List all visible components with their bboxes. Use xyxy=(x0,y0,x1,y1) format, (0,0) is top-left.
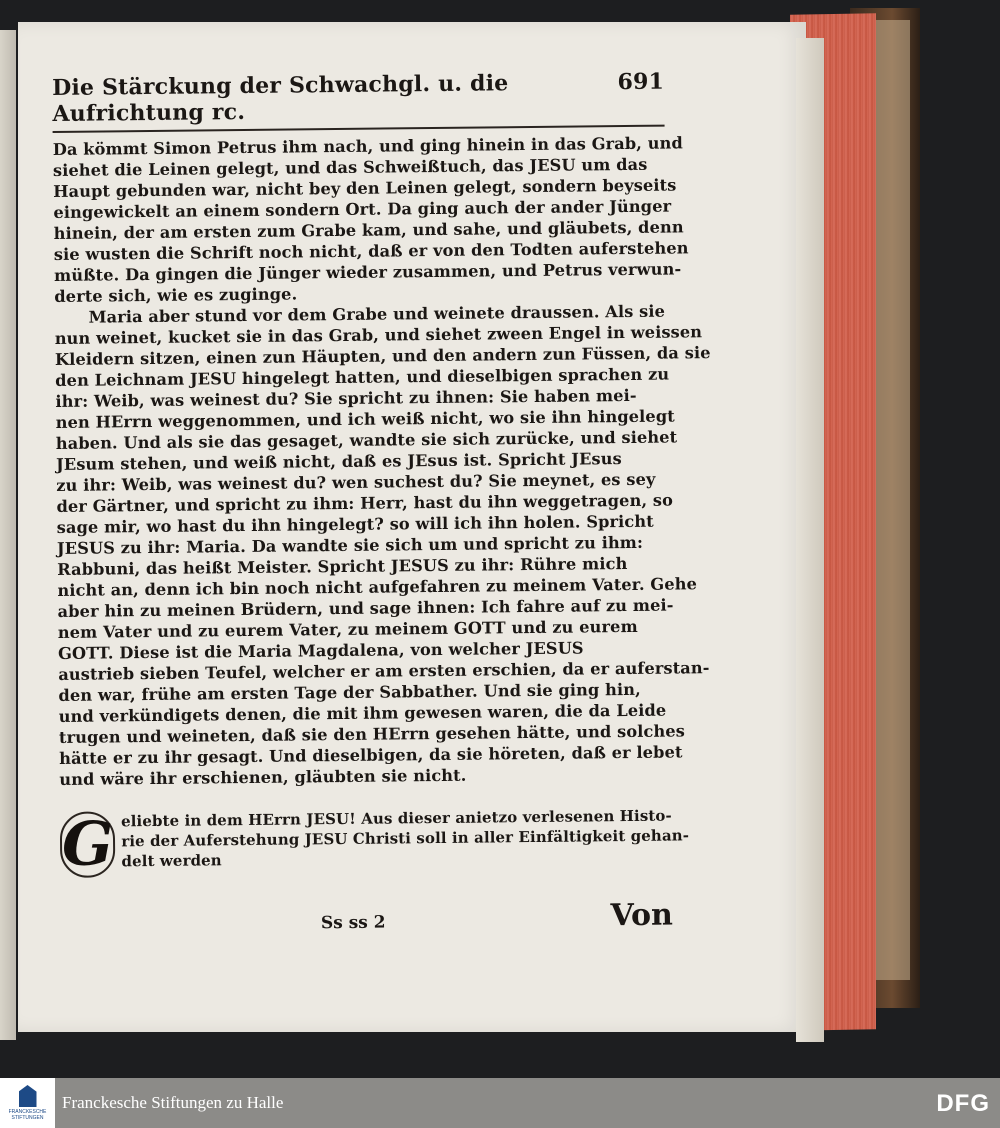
body-text xyxy=(52,133,711,790)
page-number: 691 xyxy=(617,68,665,96)
text-line: Da kömmt Simon Petrus ihm nach, und ging hinein in das Grab, und xyxy=(52,133,683,159)
text-line: haben. Und als sie das gesaget, wandte sie sich zurücke, und siehet xyxy=(55,427,678,453)
dfg-logo[interactable]: DFG xyxy=(936,1090,990,1117)
sermon-introduction xyxy=(60,806,690,880)
catchword: Von xyxy=(610,897,674,934)
franckesche-logo[interactable] xyxy=(0,1078,55,1128)
text-line: Kleidern sitzen, einen zun Häupten, und den andern zun Füssen, da sie xyxy=(54,343,711,369)
text-line: den war, frühe am ersten Tage der Sabbather. Und sie ging hin, xyxy=(58,679,641,705)
text-line: müßte. Da gingen die Jünger wieder zusammen, und Petrus verwun- xyxy=(54,259,682,285)
text-line: nen HErrn weggenommen, und ich weiß nicht, wo sie ihn hingelegt xyxy=(55,406,675,432)
page-text-block xyxy=(52,68,711,939)
text-line: Rabbuni, das heißt Meister. Spricht JESUS zu ihr: Rühre mich xyxy=(57,554,628,579)
text-line: und wäre ihr erschienen, gläubten sie nicht. xyxy=(59,765,467,789)
text-line: sie wusten die Schrift noch nicht, daß er von den Todten auferstehen xyxy=(53,238,689,264)
text-line: JESUS zu ihr: Maria. Da wandte sie sich um und spricht zu ihm: xyxy=(56,532,644,558)
signature-mark: Ss ss 2 xyxy=(320,912,386,934)
text-line: austrieb sieben Teufel, welcher er am ersten erschien, da er auferstan- xyxy=(58,658,710,684)
decorated-initial: G xyxy=(61,809,114,880)
text-line: der Gärtner, und spricht zu ihm: Herr, hast du ihn weggetragen, so xyxy=(56,490,674,516)
previous-page-edge xyxy=(0,30,16,1040)
text-line: GOTT. Diese ist die Maria Magdalena, von welcher JESUS xyxy=(57,638,584,663)
running-header xyxy=(52,69,665,133)
text-line: Maria aber stund vor dem Grabe und weinete draussen. Als sie xyxy=(88,301,666,327)
text-line: und verkündigets denen, die mit ihm gewesen waren, die da Leide xyxy=(58,700,667,726)
text-line: delt werden xyxy=(121,851,222,871)
text-line: den Leichnam JESU hingelegt hatten, und dieselbigen sprachen zu xyxy=(55,364,670,390)
text-line: derte sich, wie es zuginge. xyxy=(54,284,298,306)
page-footer xyxy=(61,898,673,939)
institution-name: Franckesche Stiftungen zu Halle xyxy=(62,1093,284,1112)
introduction-text xyxy=(121,805,689,877)
text-line: Haupt gebunden war, nicht bey den Leinen gelegt, sondern beyseits xyxy=(53,175,677,201)
viewer-footer-bar xyxy=(0,1078,1000,1128)
text-line: zu ihr: Weib, was weinest du? wen suchest du? Sie meynet, es sey xyxy=(56,469,656,495)
text-line: siehet die Leinen gelegt, und das Schweißtuch, das JESU um das xyxy=(52,154,648,180)
text-line: rie der Auferstehung JESU Christi soll in aller Einfältigkeit gehan- xyxy=(121,826,690,851)
text-line: JEsum stehen, und weiß nicht, daß es JEsus ist. Spricht JEsus xyxy=(55,449,622,474)
text-line: aber hin zu meinen Brüdern, und sage ihnen: Ich fahre auf zu mei- xyxy=(57,595,674,621)
text-line: hätte er zu ihr gesagt. Und dieselbigen, da sie höreten, daß er lebet xyxy=(59,742,683,768)
page-fore-edge xyxy=(796,38,824,1042)
text-line: nicht an, denn ich bin noch nicht aufgefahren zu meinem Vater. Gehe xyxy=(57,574,698,600)
text-line: nun weinet, kucket sie in das Grab, und siehet zween Engel in weissen xyxy=(54,322,703,348)
text-line: sage mir, wo hast du ihn hingelegt? so will ich ihn holen. Spricht xyxy=(56,511,654,537)
text-line: hinein, der am ersten zum Grabe kam, und sahe, und gläubets, denn xyxy=(53,217,684,243)
cover-board-edge xyxy=(874,20,910,980)
logo-caption: FRANCKESCHE STIFTUNGEN xyxy=(8,1109,47,1121)
building-logo-icon xyxy=(19,1085,37,1107)
text-line: eliebte in dem HErrn JESU! Aus dieser anietzo verlesenen Histo- xyxy=(120,806,672,831)
text-line: ihr: Weib, was weinest du? Sie spricht zu ihnen: Sie haben mei- xyxy=(55,385,637,411)
text-line: eingewickelt an einem sondern Ort. Da ging auch der ander Jünger xyxy=(53,196,672,222)
text-line: nem Vater und zu eurem Vater, zu meinem GOTT und zu eurem xyxy=(57,616,638,642)
text-line: trugen und weineten, daß sie den HErrn gesehen hätte, und solches xyxy=(58,721,686,747)
header-title: Die Stärckung der Schwachgl. u. die Aufrichtung rc. xyxy=(52,70,509,127)
